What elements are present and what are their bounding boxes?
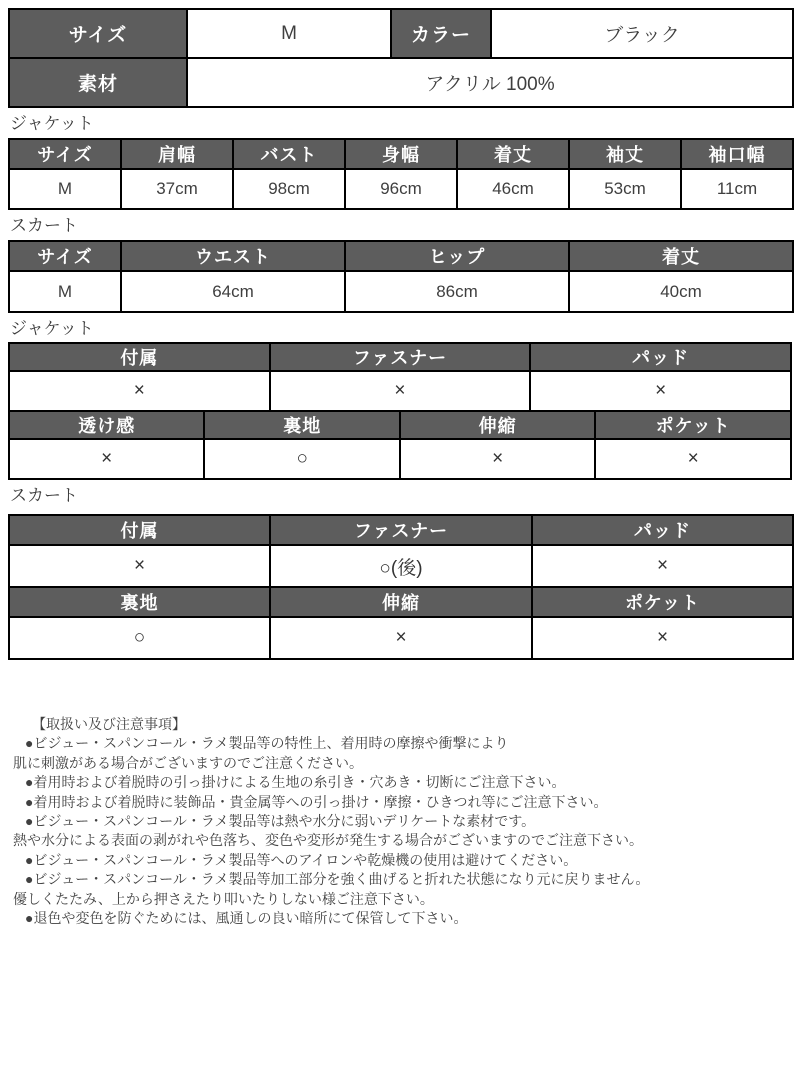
jacket-feature-value-cell: × xyxy=(9,439,204,479)
care-note-line: 肌に刺激がある場合がございますのでご注意ください。 xyxy=(13,754,363,771)
product-spec-sheet xyxy=(0,8,800,928)
skirt-size-value-cell: 40cm xyxy=(569,271,793,312)
jacket-size-header-cell: 袖口幅 xyxy=(681,139,793,169)
section-label-skirt-size: スカート xyxy=(10,216,78,235)
care-note-line: ●着用時および着脱時に装飾品・貴金属等への引っ掛け・摩擦・ひきつれ等にご注意下さい。 xyxy=(25,793,608,810)
jacket-size-header-cell: 袖丈 xyxy=(569,139,681,169)
skirt-size-header-cell: ヒップ xyxy=(345,241,569,271)
spec-color-header: カラー xyxy=(391,9,491,58)
jacket-feature-value-cell: × xyxy=(9,371,270,411)
skirt-feature-value-cell: × xyxy=(532,617,793,659)
jacket-feature-value-cell: × xyxy=(530,371,791,411)
spec-color-value: ブラック xyxy=(491,9,793,58)
jacket-size-value-cell: 98cm xyxy=(233,169,345,209)
skirt-feature-value-cell: × xyxy=(532,545,793,587)
care-notes xyxy=(0,715,800,928)
jacket-feature-value-cell: ○ xyxy=(204,439,399,479)
skirt-feature-header-cell: 付属 xyxy=(9,515,270,545)
jacket-size-value-cell: M xyxy=(9,169,121,209)
care-note-line: ●ビジュー・スパンコール・ラメ製品等は熱や水分に弱いデリケートな素材です。 xyxy=(25,813,536,830)
skirt-feature-table xyxy=(8,514,794,660)
skirt-feature-header-cell: ファスナー xyxy=(270,515,532,545)
section-label-skirt-detail: スカート xyxy=(10,486,78,505)
jacket-feature-header-cell: 付属 xyxy=(9,343,270,371)
skirt-size-header-cell: ウエスト xyxy=(121,241,345,271)
skirt-feature-value-cell: ○ xyxy=(9,617,270,659)
care-notes-title: 【取扱い及び注意事項】 xyxy=(32,716,186,732)
care-note-line: ●ビジュー・スパンコール・ラメ製品等へのアイロンや乾燥機の使用は避けてください。 xyxy=(25,851,578,868)
spec-size-header: サイズ xyxy=(9,9,187,58)
skirt-size-header-cell: サイズ xyxy=(9,241,121,271)
care-note-line: ●ビジュー・スパンコール・ラメ製品等の特性上、着用時の摩擦や衝撃により xyxy=(25,735,509,752)
jacket-size-header-cell: サイズ xyxy=(9,139,121,169)
jacket-feature-header-cell: 裏地 xyxy=(204,411,399,439)
jacket-size-header-cell: 身幅 xyxy=(345,139,457,169)
jacket-feature-header-cell: ファスナー xyxy=(270,343,531,371)
skirt-size-value-cell: 64cm xyxy=(121,271,345,312)
spec-material-value: アクリル 100% xyxy=(187,58,793,107)
skirt-feature-header-cell: 伸縮 xyxy=(270,587,532,617)
care-note-line: 熱や水分による表面の剥がれや色落ち、変色や変形が発生する場合がございますのでご注意下さい。 xyxy=(13,832,643,849)
jacket-feature-value-cell: × xyxy=(595,439,791,479)
jacket-size-value-cell: 53cm xyxy=(569,169,681,209)
skirt-feature-value-cell: × xyxy=(270,617,532,659)
jacket-feature-header-cell: ポケット xyxy=(595,411,791,439)
jacket-feature-header-cell: 透け感 xyxy=(9,411,204,439)
skirt-size-table xyxy=(8,240,794,313)
jacket-size-table xyxy=(8,138,794,210)
skirt-feature-header-cell: パッド xyxy=(532,515,793,545)
care-note-line: ●退色や変色を防ぐためには、風通しの良い暗所にて保管して下さい。 xyxy=(25,910,468,927)
jacket-feature-header-cell: 伸縮 xyxy=(400,411,595,439)
skirt-size-header-cell: 着丈 xyxy=(569,241,793,271)
skirt-size-value-cell: M xyxy=(9,271,121,312)
skirt-feature-header-cell: ポケット xyxy=(532,587,793,617)
jacket-size-header-cell: 着丈 xyxy=(457,139,569,169)
jacket-size-header-cell: 肩幅 xyxy=(121,139,233,169)
care-note-line: 優しくたたみ、上から押さえたり叩いたりしない様ご注意下さい。 xyxy=(13,890,434,907)
jacket-feature-value-cell: × xyxy=(270,371,531,411)
jacket-feature-value-cell: × xyxy=(400,439,595,479)
jacket-size-value-cell: 46cm xyxy=(457,169,569,209)
spec-table xyxy=(8,8,794,108)
skirt-feature-header-cell: 裏地 xyxy=(9,587,270,617)
jacket-feature-table xyxy=(8,342,792,480)
section-label-jacket-size: ジャケット xyxy=(10,114,94,133)
skirt-feature-value-cell: ○(後) xyxy=(270,545,532,587)
jacket-size-value-cell: 37cm xyxy=(121,169,233,209)
jacket-size-value-cell: 11cm xyxy=(681,169,793,209)
spec-material-header: 素材 xyxy=(9,58,187,107)
spec-size-value: M xyxy=(187,9,391,58)
jacket-size-header-cell: バスト xyxy=(233,139,345,169)
jacket-size-value-cell: 96cm xyxy=(345,169,457,209)
section-label-jacket-detail: ジャケット xyxy=(10,319,94,338)
care-note-line: ●ビジュー・スパンコール・ラメ製品等加工部分を強く曲げると折れた状態になり元に戻りません。 xyxy=(25,871,650,888)
jacket-feature-header-cell: パッド xyxy=(530,343,791,371)
skirt-feature-value-cell: × xyxy=(9,545,270,587)
care-note-line: ●着用時および着脱時の引っ掛けによる生地の糸引き・穴あき・切断にご注意下さい。 xyxy=(25,774,566,791)
skirt-size-value-cell: 86cm xyxy=(345,271,569,312)
